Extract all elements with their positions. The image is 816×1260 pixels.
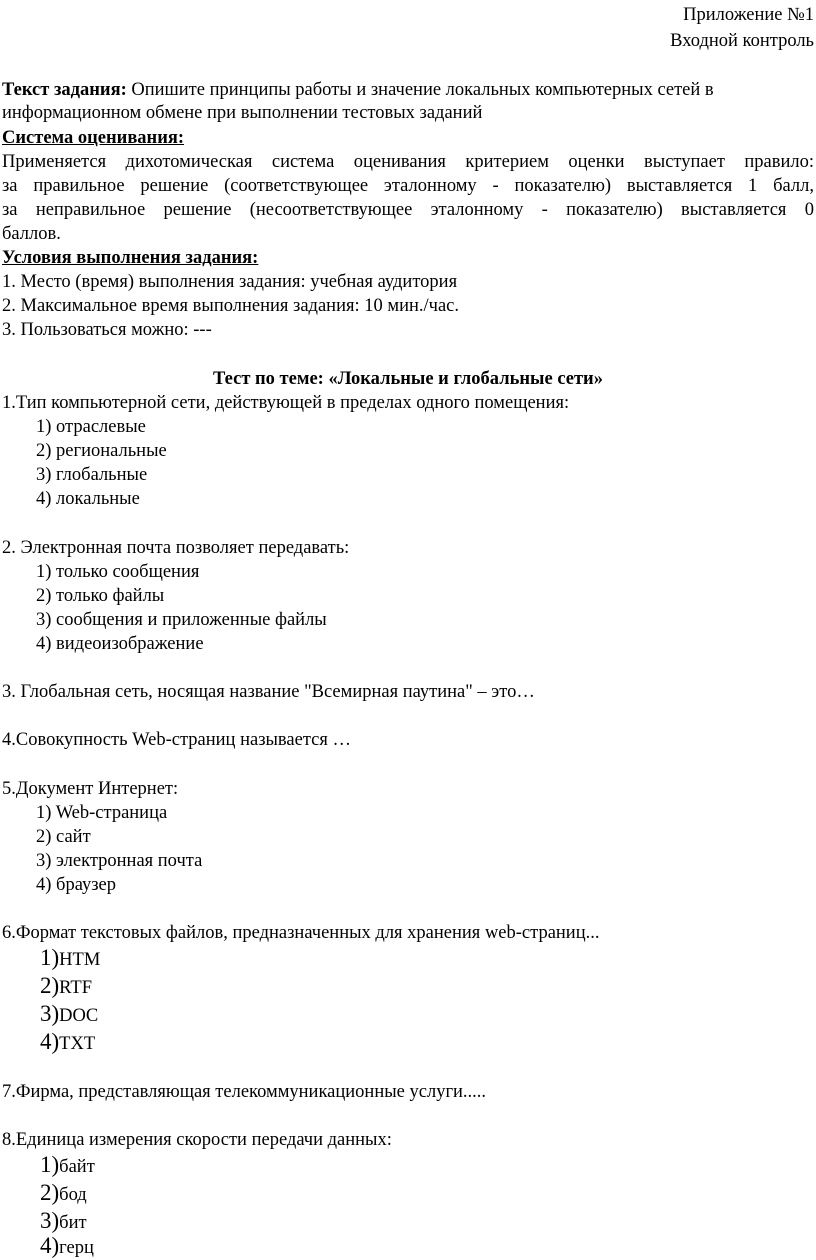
- q2-option-4: 4) видеоизображение: [36, 634, 204, 654]
- q6-option-2: [40, 974, 92, 1000]
- q6-option-4: [40, 1030, 95, 1056]
- q2-option-2: 2) только файлы: [36, 586, 165, 606]
- q5-option-4: 4) браузер: [36, 875, 116, 895]
- option-number: 3): [40, 1001, 60, 1026]
- appendix-label: Приложение №1: [683, 5, 814, 25]
- q5-option-1: 1) Web-страница: [36, 803, 168, 823]
- q1-option-4: 4) локальные: [36, 489, 140, 509]
- question-7: 7.Фирма, представляющая телекоммуникационные услуги.....: [2, 1082, 487, 1102]
- task-line-1: [2, 78, 714, 102]
- option-label: HTM: [59, 950, 101, 970]
- option-label: бит: [59, 1213, 87, 1233]
- option-label: RTF: [59, 978, 92, 998]
- question-8: 8.Единица измерения скорости передачи данных:: [2, 1130, 392, 1150]
- condition-item: 3. Пользоваться можно: ---: [2, 320, 212, 340]
- question-5: 5.Документ Интернет:: [2, 779, 179, 799]
- option-label: герц: [59, 1238, 94, 1258]
- q1-option-1: 1) отраслевые: [36, 417, 146, 437]
- condition-item: 2. Максимальное время выполнения задания: 10 мин./час.: [2, 296, 459, 316]
- task-text-1: Опишите принципы работы и значение локальных компьютерных сетей в: [126, 80, 714, 100]
- option-number: 2): [40, 1180, 60, 1205]
- option-label: DOC: [59, 1006, 99, 1026]
- option-label: бод: [59, 1185, 87, 1205]
- option-number: 1): [40, 1152, 60, 1177]
- q6-option-3: [40, 1002, 98, 1028]
- q5-option-3: 3) электронная почта: [36, 851, 203, 871]
- option-number: 4): [40, 1233, 60, 1258]
- option-label: байт: [59, 1157, 95, 1177]
- q8-option-1: [40, 1153, 95, 1179]
- q8-option-2: [40, 1181, 87, 1207]
- option-number: 3): [40, 1208, 60, 1233]
- q1-option-2: 2) региональные: [36, 441, 167, 461]
- question-3: 3. Глобальная сеть, носящая название "Всемирная паутина" – это…: [2, 682, 535, 702]
- test-title: Тест по теме: «Локальные и глобальные сети»: [213, 369, 603, 389]
- q6-option-1: [40, 946, 100, 972]
- grading-line-4: баллов.: [2, 224, 61, 244]
- q2-option-1: 1) только сообщения: [36, 562, 200, 582]
- q5-option-2: 2) сайт: [36, 827, 91, 847]
- task-label: Текст задания:: [2, 80, 127, 100]
- option-number: 1): [40, 945, 60, 970]
- grading-heading: Система оценивания:: [2, 128, 185, 148]
- q8-option-3: [40, 1209, 87, 1235]
- grading-line-1: Применяется дихотомическая система оценивания критерием оценки выступает правило:: [2, 152, 814, 172]
- option-label: TXT: [59, 1034, 96, 1054]
- q2-option-3: 3) сообщения и приложенные файлы: [36, 610, 327, 630]
- q1-option-3: 3) глобальные: [36, 465, 148, 485]
- task-text-2: информационном обмене при выполнении тестовых заданий: [2, 103, 483, 123]
- q8-option-4: [40, 1234, 94, 1260]
- question-1: 1.Тип компьютерной сети, действующей в пределах одного помещения:: [2, 393, 570, 413]
- control-label: Входной контроль: [670, 31, 814, 51]
- option-number: 4): [40, 1029, 60, 1054]
- question-4: 4.Совокупность Web-страниц называется …: [2, 730, 351, 750]
- grading-line-3: за неправильное решение (несоответствующее эталонному - показателю) выставляется 0: [2, 200, 814, 220]
- condition-item: 1. Место (время) выполнения задания: учебная аудитория: [2, 272, 458, 292]
- option-number: 2): [40, 973, 60, 998]
- conditions-heading: Условия выполнения задания:: [2, 248, 259, 268]
- question-2: 2. Электронная почта позволяет передавать:: [2, 538, 350, 558]
- question-6: 6.Формат текстовых файлов, предназначенных для хранения web-страниц...: [2, 923, 600, 943]
- grading-line-2: за правильное решение (соответствующее эталонному - показателю) выставляется 1 балл,: [2, 176, 814, 196]
